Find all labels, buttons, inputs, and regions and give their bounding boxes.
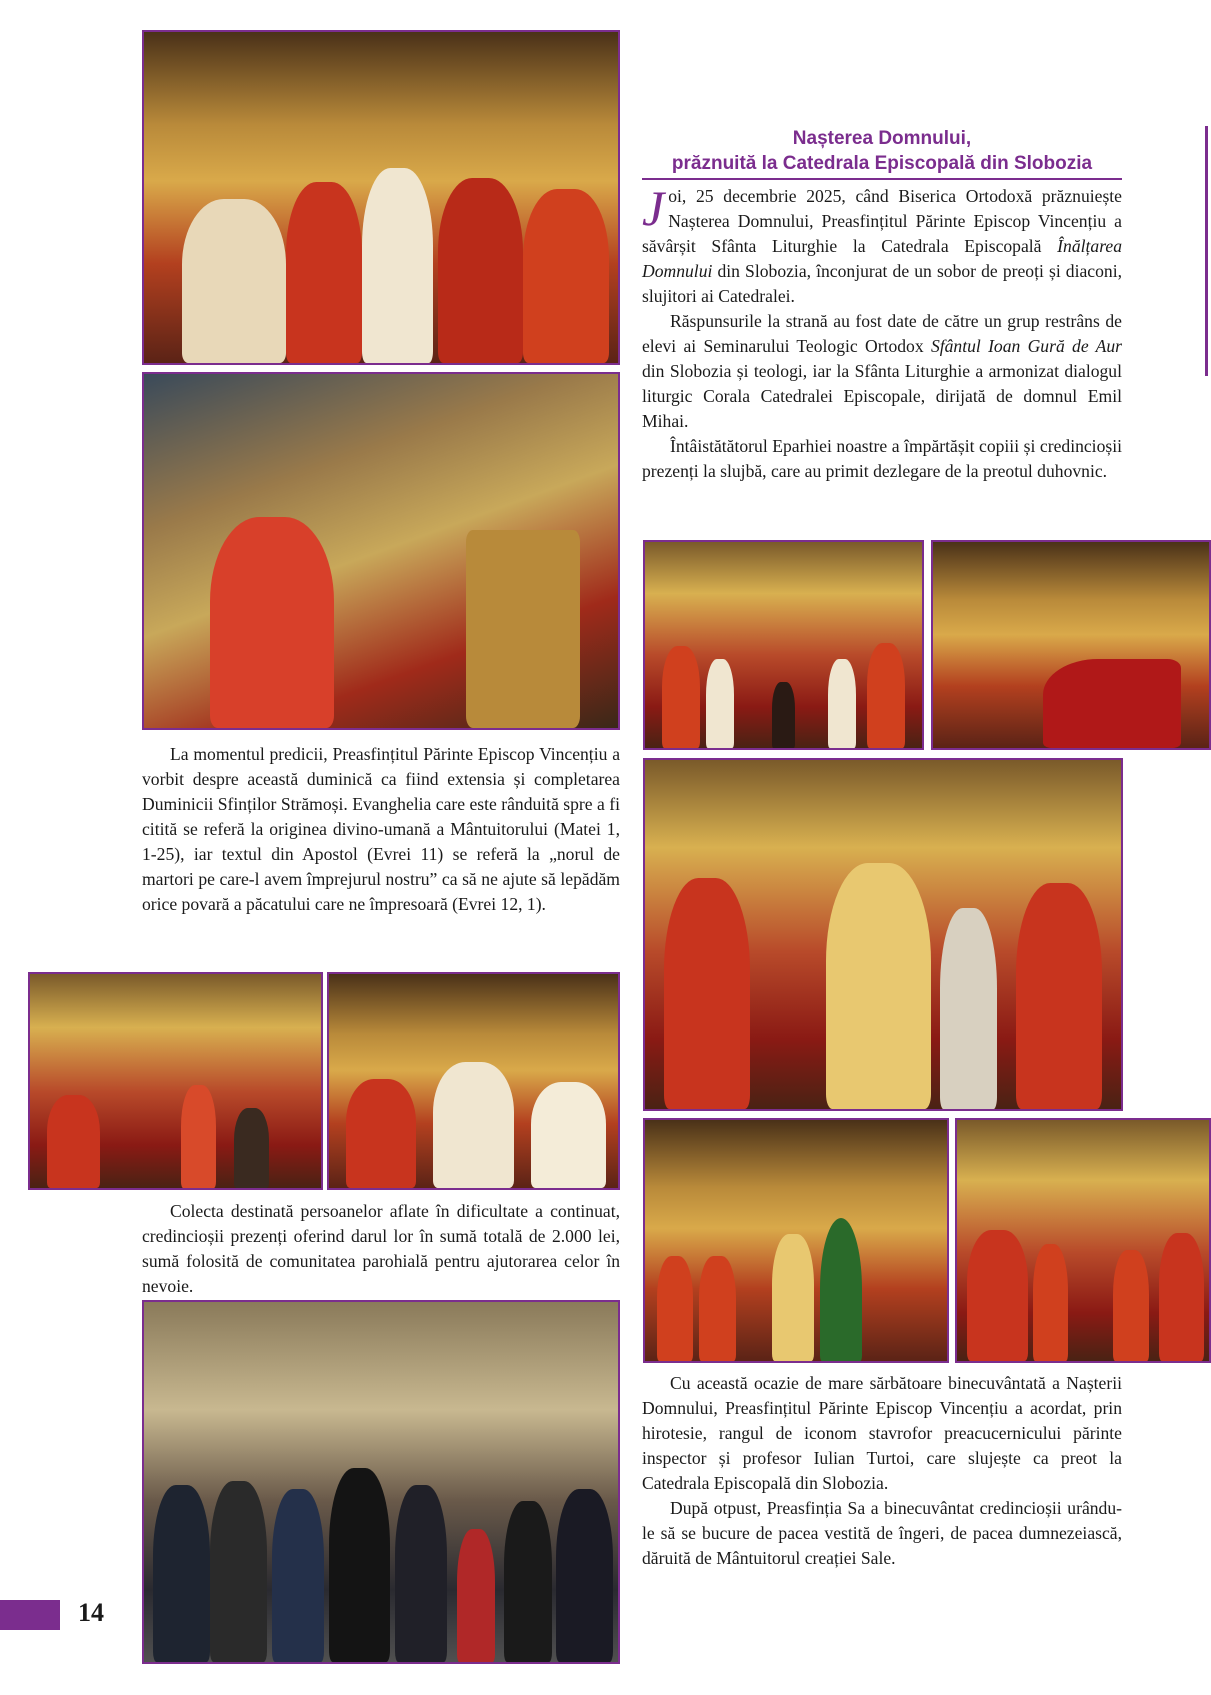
page-number: 14 <box>78 1598 104 1627</box>
paragraph-collection: Colecta destinată persoanelor aflate în dificultate a continuat, credincioșii prezenți oferind darul lor în sumă totală de 2.000 lei, sumă folosită de comunitatea parohială pentru ajutorarea celor în nevoie. <box>142 1201 620 1296</box>
title-rule <box>642 178 1122 180</box>
photo-bishop-censing-iconostasis <box>142 372 620 730</box>
paragraph-choir: Răspunsurile la strană au fost date de către un grup restrâns de elevi ai Seminarului Teologic Ortodox Sfântul Ioan Gură de Aur din Slobozia și teologi, iar la Sfânta Liturghie a armonizat dialogul liturgic Corala Catedralei Episcopale, dirijată de domnul Emil Mihai. <box>642 311 1122 431</box>
article-title <box>642 126 1122 176</box>
paragraph-award: Cu această ocazie de mare sărbătoare binecuvântată a Nașterii Domnului, Preasfințitul Părinte Episcop Vincențiu a acordat, prin hirotesie, rangul de iconom stavrofor preacucernicului părinte inspector și profesor Iulian Turtoi, care slujește ca preot la Catedrala Episcopală din Slobozia. <box>642 1373 1122 1493</box>
article-title-line2: prăznuită la Catedrala Episcopală din Slobozia <box>671 153 1093 174</box>
photo-group-outdoor <box>142 1300 620 1664</box>
photo-nave-wide <box>28 972 323 1190</box>
photo-clergy-procession <box>142 30 620 365</box>
dropcap: J <box>642 180 665 236</box>
article-title-line1: Nașterea Domnului, <box>792 128 972 149</box>
page-number-tab <box>0 1600 60 1630</box>
photo-deacons-reading <box>955 1118 1211 1363</box>
photo-christmas-tree <box>643 1118 949 1363</box>
paragraph-blessing: După otpust, Preasfinția Sa a binecuvântat credincioșii urându-le să se bucure de pacea vestită de îngeri, de pacea dumnezeiască, dăruită de Mântuitorul creației Sale. <box>642 1498 1122 1568</box>
photo-bishop-with-deacons <box>327 972 620 1190</box>
article-intro <box>642 180 1122 484</box>
paragraph-intro: Joi, 25 decembrie 2025, când Biserica Ortodoxă prăznuiește Nașterea Domnului, Preasfințitul Părinte Episcop Vincențiu a săvârșit Sfânta Liturghie la Catedrala Episcopală Înălțarea Domnului din Slobozia, înconjurat de un sobor de preoți și diaconi, slujitori ai Catedralei. <box>642 180 1122 306</box>
right-margin-rule <box>1205 126 1208 376</box>
photo-cathedral-aisle <box>643 540 924 750</box>
paragraph-communion: Întâistătătorul Eparhiei noastre a împărtășit copiii și credincioșii prezenți la slujbă, care au primit dezlegare de la preotul duhovnic. <box>642 436 1122 481</box>
photo-bishop-kneeling <box>931 540 1211 750</box>
article-closing <box>642 1371 1122 1571</box>
photo-bishop-crozier-deacons <box>643 758 1123 1111</box>
paragraph-sermon: La momentul predicii, Preasfințitul Părinte Episcop Vincențiu a vorbit despre această duminică ca fiind extensia și completarea Duminicii Sfinților Strămoși. Evanghelia care este rânduită spre a fi citită se referă la originea divino-umană a Mântuitorului (Matei 1, 1-25), iar textul din Apostol (Evrei 11) se referă la „norul de martori pe care-l avem împrejurul nostru” ca să ne ajute să lepădăm orice povară a păcatului care ne împresoară (Evrei 12, 1). <box>142 744 620 914</box>
